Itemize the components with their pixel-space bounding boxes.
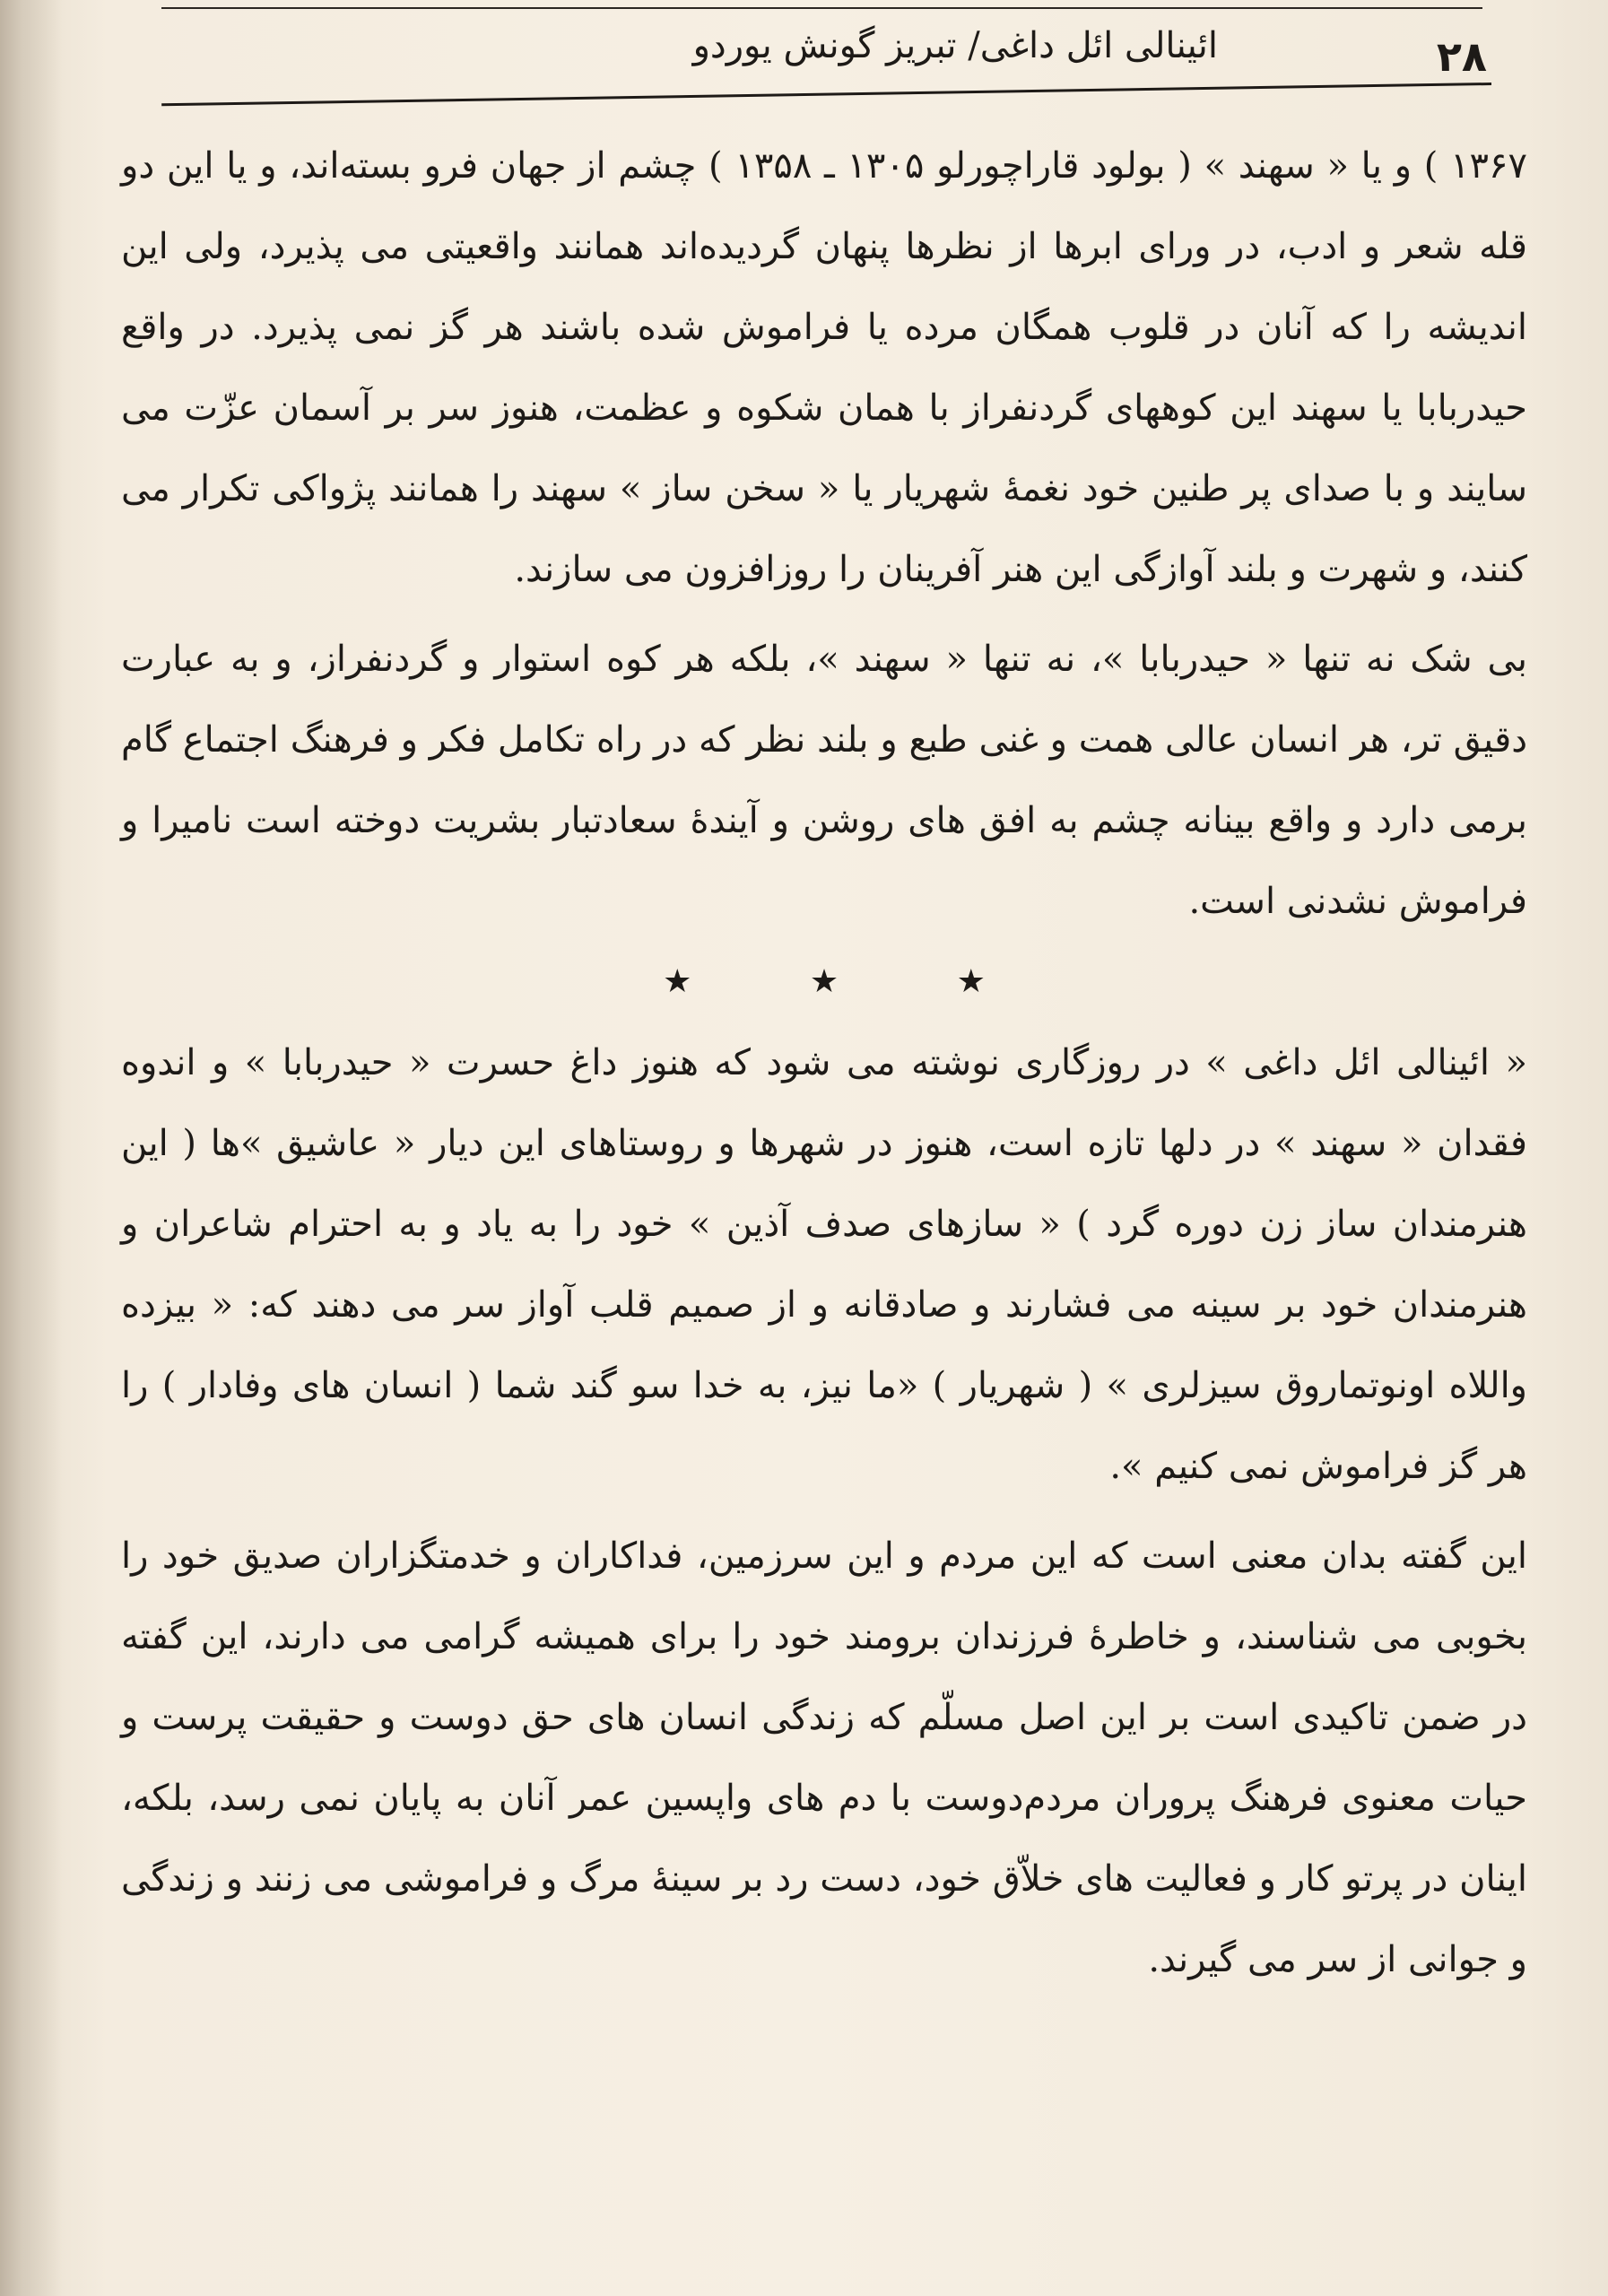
paragraph-4: این گفته بدان معنی است که این مردم و این سرزمین، فداکاران و خدمتگزاران صدیق خود را بخوبی می شناسند، و خاطرهٔ فرزندان برومند خود را برای همیشه گرامی می دارند، این گفته در ضمن تاکیدی است بر این اصل مسلّم که زندگی انسان های حق دوست و حقیقت پرست و حیات معنوی فرهنگ پروران مردم‌دوست با دم های واپسین عمر آنان به پایان نمی رسد، بلکه، اینان در پرتو کار و فعالیت های خلاّق خود، دست رد بر سینهٔ مرگ و فراموشی می زنند و زندگی و جوانی از سر می گیرند. bbox=[121, 1535, 1527, 1980]
page-number: ۲۸ bbox=[1436, 32, 1487, 81]
running-title: ائینالی ائل داغی/ تبریز گونش یوردو bbox=[692, 25, 1218, 66]
top-rule bbox=[161, 7, 1482, 9]
paragraph-1: ۱۳۶۷ ) و یا « سهند » ( بولود قاراچورلو ۱۳۰۵ ـ ۱۳۵۸ ) چشم از جهان فرو بسته‌اند، و یا این دو قله شعر و ادب، در ورای ابرها از نظرها پنهان گردیده‌اند همانند واقعیتی می پذیرد، ولی این اندیشه را که آنان در قلوب همگان مرده یا فراموش شده باشند هر گز نمی پذیرد. در واقع حیدربابا یا سهند این کوههای گردنفراز با همان شکوه و عظمت، هنوز سر بر آسمان عزّت می سایند و با صدای پر طنین خود نغمهٔ شهریار یا « سخن ساز » سهند را همانند پژواکی تکرار می کنند، و شهرت و بلند آوازگی این هنر آفرینان را روزافزون می سازند. bbox=[121, 145, 1527, 590]
page-header bbox=[161, 18, 1487, 90]
section-separator: ★ ★ ★ bbox=[663, 963, 1039, 1000]
spine-shadow bbox=[0, 0, 63, 2296]
body-text bbox=[121, 126, 1527, 2009]
paragraph-2: بی شک نه تنها « حیدربابا »، نه تنها « سهند »، بلکه هر کوه استوار و گردنفراز، و به عبارت دقیق تر، هر انسان عالی همت و غنی طبع و بلند نظر که در راه تکامل فکر و فرهنگ اجتماع گام برمی دارد و واقع بینانه چشم به افق های روشن و آیندهٔ سعادتبار بشریت دوخته است نامیرا و فراموش نشدنی است. bbox=[121, 639, 1528, 922]
paragraph-3: « ائینالی ائل داغی » در روزگاری نوشته می شود که هنوز داغ حسرت « حیدربابا » و اندوه فقدان « سهند » در دلها تازه است، هنوز در شهرها و روستاهای این دیار « عاشیق »ها ( این هنرمندان ساز زن دوره گرد ) « سازهای صدف آذین » خود را به یاد و به احترام شاعران و هنرمندان خود بر سینه می فشارند و صادقانه و از صمیم قلب آواز سر می دهند که: « بیزده واللاه اونوتماروق سیزلری » ( شهریار ) «ما نیز، به خدا سو گند شما ( انسان های وفادار ) را هر گز فراموش نمی کنیم ». bbox=[121, 1042, 1527, 1487]
